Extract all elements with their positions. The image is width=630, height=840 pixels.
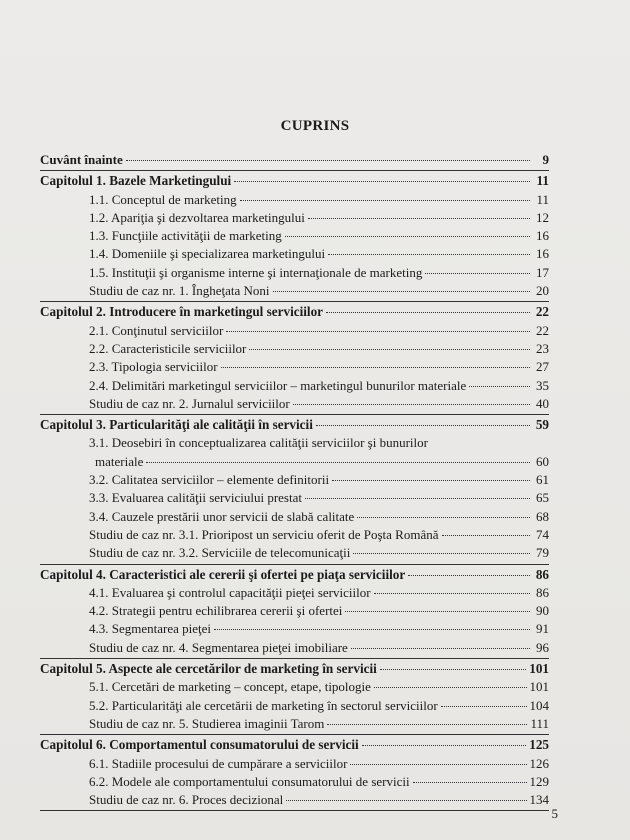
toc-entry-label: Studiu de caz nr. 1. Îngheţata Noni	[89, 283, 270, 299]
toc-entry-page: 60	[536, 453, 549, 469]
dot-leader	[308, 218, 530, 219]
toc-chapter-heading	[40, 417, 549, 435]
dot-leader	[305, 498, 530, 499]
toc-subentry	[40, 192, 549, 210]
toc-entry-label: 4.1. Evaluarea şi controlul capacităţii pieţei serviciilor	[89, 584, 371, 600]
toc-subentry	[40, 698, 549, 716]
toc-subentry	[40, 283, 549, 301]
dot-leader	[350, 764, 526, 765]
toc-entry-page: 129	[529, 773, 549, 789]
dot-leader	[408, 575, 530, 576]
dot-leader	[327, 724, 527, 725]
toc-entry-label: 6.1. Stadiile procesului de cumpărare a serviciilor	[89, 755, 348, 771]
toc-entry-label: Studiu de caz nr. 2. Jurnalul serviciilor	[89, 395, 290, 411]
toc-chapter-heading	[40, 661, 549, 679]
toc-subentry	[40, 246, 549, 264]
dot-leader	[273, 291, 530, 292]
toc-entry-label: 1.3. Funcţiile activităţii de marketing	[89, 228, 282, 244]
toc-subentry	[40, 585, 549, 603]
toc-entry-label: Cuvânt înainte	[40, 152, 123, 167]
dot-leader	[249, 349, 530, 350]
table-of-contents	[40, 152, 549, 811]
dot-leader	[316, 425, 530, 426]
dot-leader	[374, 687, 527, 688]
dot-leader	[374, 593, 530, 594]
toc-entry-label: 4.3. Segmentarea pieţei	[89, 621, 212, 637]
toc-entry-page: 86	[536, 584, 549, 600]
toc-entry-page: 22	[535, 304, 549, 320]
toc-entry-page: 59	[535, 417, 549, 433]
dot-leader	[441, 706, 527, 707]
page-title: CUPRINS	[280, 118, 350, 134]
toc-subentry	[40, 396, 549, 414]
toc-entry-page: 126	[529, 755, 549, 771]
toc-entry-label: 6.2. Modele ale comportamentului consumatorului de servicii	[89, 773, 410, 789]
toc-entry-page: 111	[530, 715, 549, 731]
toc-entry-label: 1.4. Domeniile şi specializarea marketingului	[89, 246, 326, 262]
dot-leader	[362, 745, 527, 746]
toc-subentry	[40, 527, 549, 545]
toc-entry-label: 5.2. Particularităţi ale cercetării de marketing în sectorul serviciilor	[89, 697, 438, 713]
toc-subentry	[40, 679, 549, 697]
toc-entry-label: 2.3. Tipologia serviciilor	[89, 359, 218, 375]
toc-entry-page: 104	[529, 697, 549, 713]
toc-subentry	[40, 509, 549, 527]
dot-leader	[234, 181, 530, 182]
toc-chapter-heading	[40, 737, 549, 755]
toc-subentry	[40, 378, 549, 396]
toc-entry-label: Studiu de caz nr. 4. Segmentarea pieţei imobiliare	[89, 639, 348, 655]
toc-entry-label: 1.1. Conceptul de marketing	[89, 191, 237, 207]
dot-leader	[226, 331, 530, 332]
toc-subentry	[40, 792, 549, 810]
toc-entry-page: 101	[529, 679, 549, 695]
dot-leader	[413, 782, 527, 783]
toc-entry-label: Studiu de caz nr. 6. Proces decizional	[89, 792, 284, 808]
dot-leader	[357, 517, 530, 518]
toc-entry-page: 65	[536, 490, 549, 506]
toc-chapter-section	[40, 417, 549, 564]
toc-chapter-section	[40, 567, 549, 659]
toc-entry-label: materiale	[95, 453, 144, 469]
toc-entry-label: Capitolul 6. Comportamentul consumatorului de servicii	[40, 737, 359, 753]
toc-entry-label: 2.4. Delimitări marketingul serviciilor – marketingul bunurilor materiale	[89, 377, 467, 393]
dot-leader	[285, 236, 530, 237]
toc-chapter-heading	[40, 304, 549, 322]
toc-entry-page: 11	[536, 191, 549, 207]
dot-leader	[126, 160, 530, 161]
toc-subentry	[40, 265, 549, 283]
page-number: 5	[551, 806, 558, 821]
dot-leader	[345, 611, 530, 612]
toc-entry-page: 79	[536, 545, 549, 561]
toc-subentry	[40, 341, 549, 359]
toc-entry-label: Studiu de caz nr. 3.2. Serviciile de telecomunicaţii	[89, 545, 351, 561]
toc-subentry	[40, 603, 549, 621]
dot-leader	[221, 367, 530, 368]
toc-subentry	[40, 435, 549, 453]
toc-chapter-heading	[40, 173, 549, 191]
toc-entry-page: 12	[536, 209, 549, 225]
toc-entry-page: 11	[536, 173, 549, 189]
toc-entry-label: Capitolul 1. Bazele Marketingului	[40, 173, 232, 189]
toc-entry-page: 61	[536, 472, 549, 488]
dot-leader	[351, 648, 530, 649]
toc-entry-page: 40	[536, 395, 549, 411]
toc-entry-label: 3.3. Evaluarea calităţii serviciului prestat	[89, 490, 302, 506]
toc-entry-foreword	[40, 152, 549, 170]
toc-entry-page: 17	[536, 264, 549, 280]
toc-subentry	[40, 323, 549, 341]
toc-entry-label: 1.2. Apariţia şi dezvoltarea marketingului	[89, 209, 305, 225]
toc-entry-label: 2.1. Conţinutul serviciilor	[89, 322, 224, 338]
toc-subentry	[40, 490, 549, 508]
dot-leader	[240, 200, 530, 201]
toc-entry-label: 3.1. Deosebiri în conceptualizarea calităţii serviciilor şi bunurilor	[89, 435, 428, 451]
toc-entry-label: 3.2. Calitatea serviciilor – elemente definitorii	[89, 472, 330, 488]
toc-entry-page: 20	[536, 283, 549, 299]
toc-entry-label: 4.2. Strategii pentru echilibrarea cererii şi ofertei	[89, 603, 343, 619]
toc-subentry	[40, 210, 549, 228]
toc-entry-page: 22	[536, 322, 549, 338]
toc-subentry	[40, 228, 549, 246]
toc-entry-label: Capitolul 2. Introducere în marketingul serviciilor	[40, 304, 324, 320]
dot-leader	[380, 669, 526, 670]
toc-entry-page: 27	[536, 359, 549, 375]
toc-entry-label: Studiu de caz nr. 3.1. Prioripost un serviciu oferit de Poşta Română	[89, 526, 439, 542]
dot-leader	[332, 480, 530, 481]
toc-subentry	[40, 472, 549, 490]
toc-entry-page: 9	[542, 152, 549, 167]
dot-leader	[328, 254, 530, 255]
toc-entry-label: 3.4. Cauzele prestării unor servicii de slabă calitate	[89, 508, 355, 524]
toc-entry-page: 86	[535, 566, 549, 582]
toc-foreword-section	[40, 152, 549, 171]
dot-leader	[293, 404, 530, 405]
toc-subentry	[40, 359, 549, 377]
toc-entry-page: 96	[536, 639, 549, 655]
toc-entry-page: 16	[536, 246, 549, 262]
dot-leader	[146, 462, 530, 463]
toc-chapter-heading	[40, 567, 549, 585]
toc-entry-label: Capitolul 3. Particularităţi ale calităţii în servicii	[40, 417, 313, 433]
toc-chapter-section	[40, 737, 549, 811]
dot-leader	[214, 629, 530, 630]
toc-entry-page: 125	[529, 737, 549, 753]
toc-entry-label: Studiu de caz nr. 5. Studierea imaginii Tarom	[89, 715, 325, 731]
toc-entry-page: 74	[536, 526, 549, 542]
toc-subentry	[40, 774, 549, 792]
toc-subentry	[40, 640, 549, 658]
dot-leader	[469, 386, 530, 387]
toc-entry-page: 134	[529, 792, 549, 808]
toc-entry-page: 35	[536, 377, 549, 393]
toc-subentry	[40, 545, 549, 563]
dot-leader	[425, 273, 530, 274]
toc-entry-page: 68	[536, 508, 549, 524]
toc-entry-label: 2.2. Caracteristicile serviciilor	[89, 340, 247, 356]
dot-leader	[326, 312, 530, 313]
toc-entry-label: 1.5. Instituţii şi organisme interne şi internaţionale de marketing	[89, 264, 423, 280]
toc-entry-label: 5.1. Cercetări de marketing – concept, etape, tipologie	[89, 679, 371, 695]
toc-entry-page: 91	[536, 621, 549, 637]
toc-chapter-section	[40, 304, 549, 415]
toc-subentry	[40, 716, 549, 734]
toc-entry-label: Capitolul 5. Aspecte ale cercetărilor de marketing în servicii	[40, 661, 377, 677]
toc-subentry	[40, 621, 549, 639]
toc-entry-label: Capitolul 4. Caracteristici ale cererii şi ofertei pe piaţa serviciilor	[40, 566, 406, 582]
toc-entry-page: 23	[536, 340, 549, 356]
dot-leader	[286, 800, 526, 801]
toc-entry-page: 90	[536, 603, 549, 619]
toc-subentry-continuation	[40, 454, 549, 472]
toc-entry-page: 16	[536, 228, 549, 244]
toc-entry-page: 101	[529, 661, 549, 677]
toc-chapter-section	[40, 173, 549, 302]
toc-subentry	[40, 756, 549, 774]
dot-leader	[353, 553, 530, 554]
dot-leader	[442, 535, 531, 536]
toc-chapter-section	[40, 661, 549, 735]
